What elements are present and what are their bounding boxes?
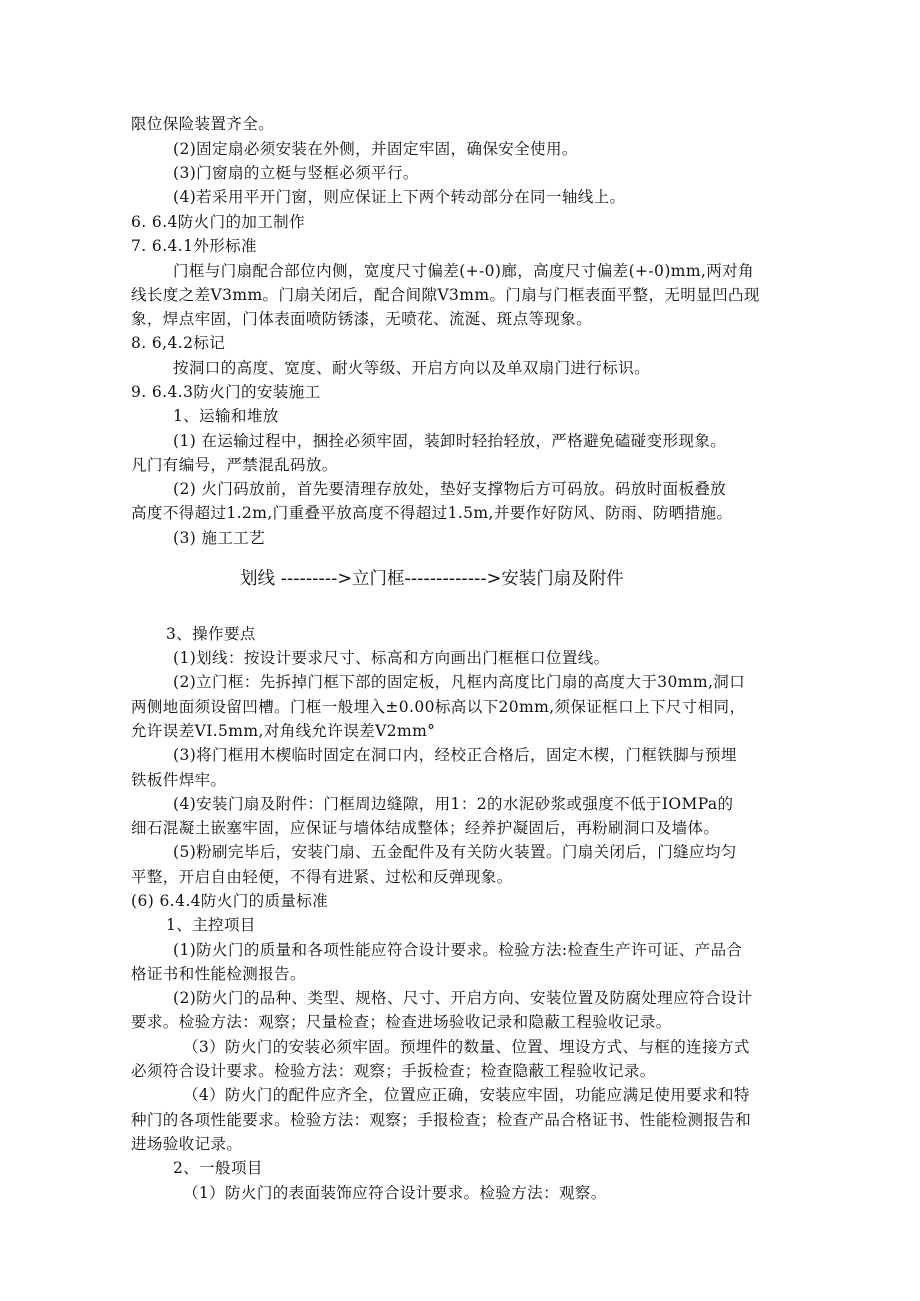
section-heading: 6. 6.4防火门的加工制作 (131, 213, 305, 231)
text-line: (4)若采用平开门窗，则应保证上下两个转动部分在同一轴线上。 (173, 188, 626, 206)
subsection-heading: 2、一般项目 (173, 1159, 263, 1177)
text-line: (2)防火门的品种、类型、规格、尺寸、开启方向、安装位置及防腐处理应符合设计 (173, 989, 753, 1007)
section-heading: 8. 6,4.2标记 (131, 334, 226, 352)
text-line: 门框与门扇配合部位内侧，宽度尺寸偏差(+-0)廊，高度尺寸偏差(+-0)mm,两对角 (173, 262, 754, 280)
text-line: (2) 火门码放前，首先要清理存放处，垫好支撑物后方可码放。码放时面板叠放 (173, 480, 727, 498)
text-line: (3)将门框用木楔临时固定在洞口内，经校正合格后，固定木楔，门框铁脚与预埋 (173, 746, 737, 764)
subsection-heading: 1、运输和堆放 (173, 407, 279, 425)
text-line: 按洞口的高度、宽度、耐火等级、开启方向以及单双扇门进行标识。 (173, 359, 651, 377)
text-line: 象，焊点牢固，门体表面喷防锈漆，无喷花、流涎、斑点等现象。 (131, 310, 593, 328)
text-line: 两侧地面须设留凹槽。门框一般埋入±0.00标高以下20mm,须保证框口上下尺寸相同， (131, 698, 746, 716)
text-line: 线长度之差V3mm。门扇关闭后，配合间隙V3mm。门扇与门框表面平整，无明显凹凸现 (131, 286, 760, 304)
text-line: 平整，开启自由轻便，不得有进紧、过松和反弹现象。 (131, 868, 513, 886)
text-line: （3）防火门的安装必须牢固。预埋件的数量、位置、埋设方式、与框的连接方式 (183, 1038, 750, 1056)
section-heading: 9. 6.4.3防火门的安装施工 (131, 383, 321, 401)
text-line: 允许误差VI.5mm,对角线允许误差V2mm° (131, 722, 436, 740)
text-line: (1)防火门的质量和各项性能应符合设计要求。检验方法:检查生产许可证、产品合 (173, 941, 743, 959)
text-line: 高度不得超过1.2m,门重叠平放高度不得超过1.5m,并要作好防风、防雨、防晒措施。 (131, 504, 733, 522)
process-flow: 划线 --------->立门框------------->安装门扇及附件 (240, 569, 624, 589)
text-line: 种门的各项性能要求。检验方法：观察；手报检查；检查产品合格证书、性能检测报告和 (131, 1111, 752, 1129)
text-line: 细石混凝土嵌塞牢固，应保证与墙体结成整体；经养护凝固后，再粉刷洞口及墙体。 (131, 819, 720, 837)
text-line: （1）防火门的表面装饰应符合设计要求。检验方法：观察。 (183, 1184, 607, 1202)
text-line: (2)立门框：先拆掉门框下部的固定板，凡框内高度比门扇的高度大于30mm,洞口 (173, 673, 746, 691)
text-line: (3)门窗扇的立梃与竖框必须平行。 (173, 164, 419, 182)
subsection-heading: 1、主控项目 (166, 916, 256, 934)
text-line: (4)安装门扇及附件：门框周边缝隙，用1：2的水泥砂浆或强度不低于IOMPa的 (173, 795, 734, 813)
text-line: 进场验收记录。 (131, 1135, 243, 1153)
text-line: 必须符合设计要求。检验方法：观察；手扳检查；检查隐蔽工程验收记录。 (131, 1062, 656, 1080)
text-line: 要求。检验方法：观察；尺量检查；检查进场验收记录和隐蔽工程验收记录。 (131, 1013, 672, 1031)
text-line: 铁板件焊牢。 (131, 771, 227, 789)
section-heading: (6) 6.4.4防火门的质量标准 (131, 892, 329, 910)
text-line: 凡门有编号，严禁混乱码放。 (131, 456, 338, 474)
subsection-heading: 3、操作要点 (166, 625, 256, 643)
text-line: 限位保险装置齐全。 (131, 115, 275, 133)
section-heading: 7. 6.4.1外形标准 (131, 237, 257, 255)
text-line: (2)固定扇必须安装在外侧，并固定牢固，确保安全使用。 (173, 140, 578, 158)
text-line: (5)粉刷完毕后，安装门扇、五金配件及有关防火装置。门扇关闭后，门缝应均匀 (173, 843, 737, 861)
text-line: (1) 在运输过程中，捆拴必须牢固，装卸时轻抬轻放，严格避免磕碰变形现象。 (173, 432, 727, 450)
text-line: 格证书和性能检测报告。 (131, 965, 306, 983)
text-line: （4）防火门的配件应齐全，位置应正确，安装应牢固，功能应满足使用要求和特 (183, 1086, 750, 1104)
text-line: (1)划线：按设计要求尺寸、标高和方向画出门框框口位置线。 (173, 649, 610, 667)
text-line: (3) 施工工艺 (173, 529, 266, 547)
